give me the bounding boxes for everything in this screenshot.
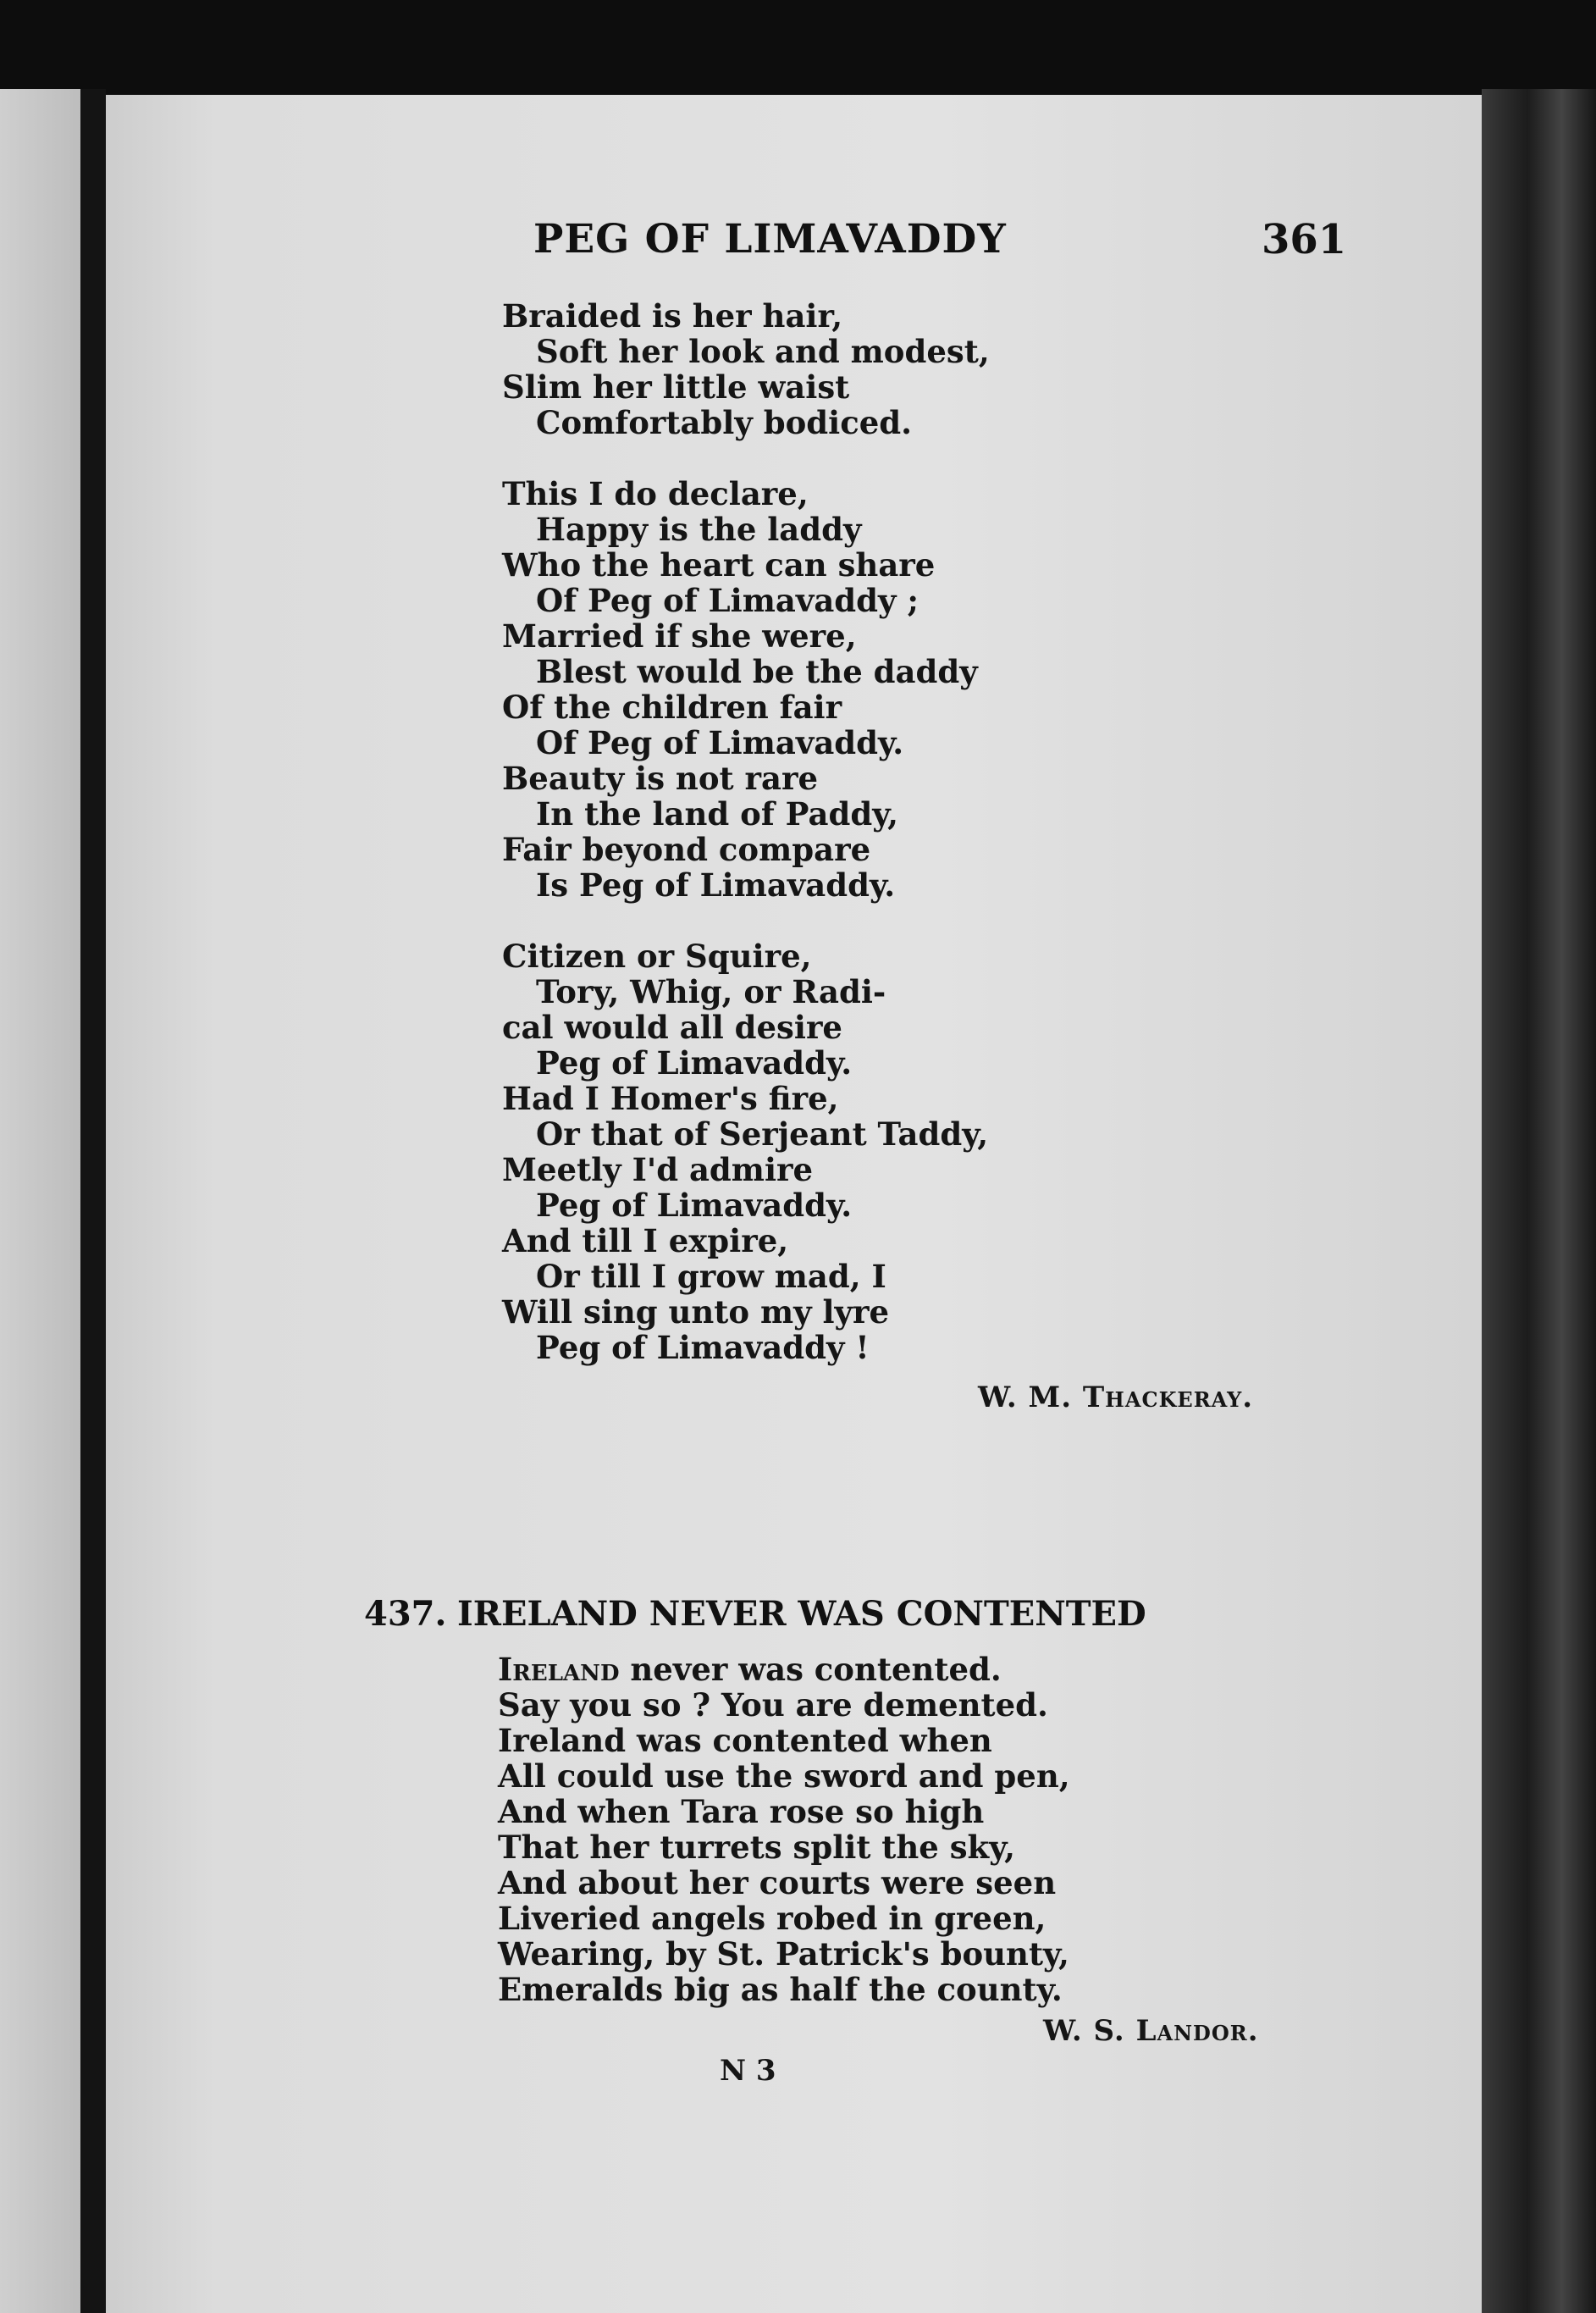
poem-line: Married if she were,: [502, 617, 857, 655]
poem-line: cal would all desire: [502, 1009, 842, 1046]
facing-page-edge: [0, 89, 80, 2313]
section-number: 437.: [364, 1594, 447, 1634]
poem-line: Had I Homer's fire,: [502, 1080, 839, 1117]
poem-line: Wearing, by St. Patrick's bounty,: [498, 1935, 1069, 1973]
poem-line: Comfortably bodiced.: [536, 404, 913, 441]
poem-line: All could use the sword and pen,: [498, 1757, 1070, 1795]
poem-line: And about her courts were seen: [498, 1864, 1057, 1901]
poem-line: Meetly I'd admire: [502, 1151, 814, 1188]
poem-line: Braided is her hair,: [502, 297, 843, 335]
poem-line: This I do declare,: [502, 475, 809, 512]
poem-line: Of the children fair: [502, 689, 842, 726]
poem-line: And when Tara rose so high: [498, 1793, 985, 1830]
poem-line: Peg of Limavaddy.: [536, 1187, 853, 1224]
stanza: [502, 938, 990, 1365]
poem-line: In the land of Paddy,: [536, 795, 899, 833]
poem-line: Ireland was contented when: [498, 1722, 992, 1759]
poem-line: Who the heart can share: [502, 546, 936, 584]
poem-line: That her turrets split the sky,: [498, 1829, 1016, 1866]
poem-line: Citizen or Squire,: [502, 938, 812, 975]
printer-signature: N 3: [720, 2054, 776, 2088]
poem-line: Happy is the laddy: [536, 511, 862, 548]
poem-line: Soft her look and modest,: [536, 333, 990, 370]
stanza: [502, 476, 990, 903]
poem-line: Say you so ? You are demented.: [498, 1686, 1048, 1724]
poem-line: Of Peg of Limavaddy ;: [536, 582, 919, 619]
poem-ireland-never-was-contented: [498, 1652, 1070, 2007]
poem-line: Liveried angels robed in green,: [498, 1900, 1047, 1937]
poem-line: And till I expire,: [502, 1222, 789, 1259]
attribution-thackeray: W. M. Thackeray.: [978, 1381, 1254, 1414]
page-edge-shadow: [1482, 89, 1596, 2313]
poem-line: Peg of Limavaddy !: [536, 1329, 870, 1366]
poem-line: Blest would be the daddy: [536, 653, 978, 690]
poem-line: Slim her little waist: [502, 368, 850, 406]
running-title: PEG OF LIMAVADDY: [533, 216, 1007, 263]
poem-line: Will sing unto my lyre: [502, 1293, 890, 1331]
section-heading: [364, 1594, 1146, 1634]
poem-line: Or till I grow mad, I: [536, 1258, 886, 1295]
poem-lines: [498, 1687, 1070, 2007]
poem-line: [498, 1652, 1070, 1687]
poem-line: Or that of Serjeant Taddy,: [536, 1115, 989, 1153]
section-title: IRELAND NEVER WAS CONTENTED: [457, 1594, 1146, 1634]
poem-line: Fair beyond compare: [502, 831, 871, 868]
stanza: [502, 298, 990, 440]
poem-line: Is Peg of Limavaddy.: [536, 866, 896, 904]
poem-line: Peg of Limavaddy.: [536, 1044, 853, 1082]
poem-line: Emeralds big as half the county.: [498, 1971, 1063, 2008]
drop-word: Ireland: [498, 1651, 620, 1688]
page-number: 361: [1262, 216, 1347, 263]
poem-line: Of Peg of Limavaddy.: [536, 724, 904, 761]
first-line-rest: never was contented.: [619, 1651, 1002, 1688]
poem-peg-of-limavaddy: [502, 298, 990, 1365]
attribution-landor: W. S. Landor.: [1043, 2014, 1259, 2048]
poem-line: Beauty is not rare: [502, 760, 818, 797]
poem-line: Tory, Whig, or Radi-: [536, 973, 886, 1010]
book-gutter: [80, 89, 106, 2313]
